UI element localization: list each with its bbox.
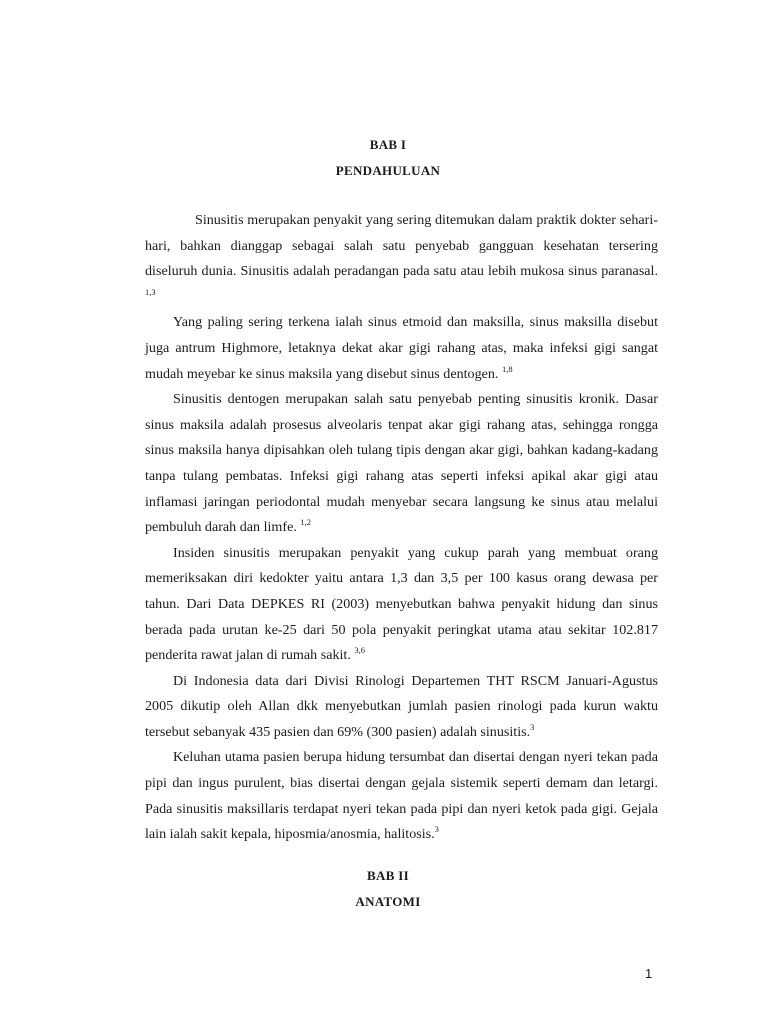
paragraph-4-citation: 3,6: [354, 645, 366, 656]
paragraph-6: [145, 745, 658, 847]
chapter-1-label: BAB I: [369, 137, 407, 152]
paragraph-3-text: Sinusitis dentogen merupakan salah satu penyebab penting sinusitis kronik. Dasar sinus maksila adalah prosesus alveolaris tenpat akar gigi rahang atas, sehingga rongga sinus maksila hanya dipisahkan oleh tulang tipis dengan akar gigi, bahkan kadang-kadang tanpa tulang pembatas. Infeksi gigi rahang atas seperti infeksi apikal akar gigi atau inflamasi jaringan periodontal mudah menyebar secara langsung ke sinus atau melalui pembuluh darah dan limfe.: [145, 391, 658, 536]
paragraph-6-citation: 3: [434, 824, 439, 835]
chapter-2-title: ANATOMI: [355, 894, 421, 909]
chapter-1-title: PENDAHULUAN: [335, 163, 441, 178]
paragraph-2-citation: 1,8: [501, 363, 513, 374]
page-number: 1: [645, 966, 653, 981]
paragraph-5-text: Di Indonesia data dari Divisi Rinologi Departemen THT RSCM Januari-Agustus 2005 dikutip oleh Allan dkk menyebutkan jumlah pasien rinologi pada kurun waktu tersebut sebanyak 435 pasien dan 69% (300 pasien) adalah sinusitis.: [145, 672, 658, 740]
paragraph-1-text: Sinusitis merupakan penyakit yang sering ditemukan dalam praktik dokter sehari-hari, bahkan dianggap sebagai salah satu penyebab gangguan kesehatan tersering diseluruh dunia. Sinusitis adalah peradangan pada satu atau lebih mukosa sinus paranasal.: [145, 212, 658, 280]
chapter-2-label: BAB II: [367, 868, 409, 883]
body-text: [145, 208, 658, 848]
paragraph-5-citation: 3: [530, 721, 535, 732]
paragraph-3-citation: 1,2: [300, 517, 312, 528]
paragraph-3: [145, 387, 658, 541]
paragraph-4: [145, 541, 658, 669]
paragraph-2: [145, 310, 658, 387]
paragraph-1-citation: 1,3: [145, 286, 156, 297]
paragraph-2-text: Yang paling sering terkena ialah sinus etmoid dan maksilla, sinus maksilla disebut juga antrum Highmore, letaknya dekat akar gigi rahang atas, maka infeksi gigi sangat mudah meyebar ke sinus maksila yang disebut sinus dentogen.: [145, 314, 658, 382]
paragraph-1: [145, 208, 658, 310]
paragraph-5: [145, 669, 658, 746]
paragraph-6-text: Keluhan utama pasien berupa hidung tersumbat dan disertai dengan nyeri tekan pada pipi dan ingus purulent, bias disertai dengan gejala sistemik seperti demam dan letargi. Pada sinusitis maksillaris terdapat nyeri tekan pada pipi dan nyeri ketok pada gigi. Gejala lain ialah sakit kepala, hiposmia/anosmia, halitosis.: [145, 749, 658, 843]
paragraph-4-text: Insiden sinusitis merupakan penyakit yang cukup parah yang membuat orang memeriksakan diri kedokter yaitu antara 1,3 dan 3,5 per 100 kasus orang dewasa per tahun. Dari Data DEPKES RI (2003) menyebutkan bahwa penyakit hidung dan sinus berada pada urutan ke-25 dari 50 pola penyakit peringkat utama atau sekitar 102.817 penderita rawat jalan di rumah sakit.: [145, 544, 658, 664]
